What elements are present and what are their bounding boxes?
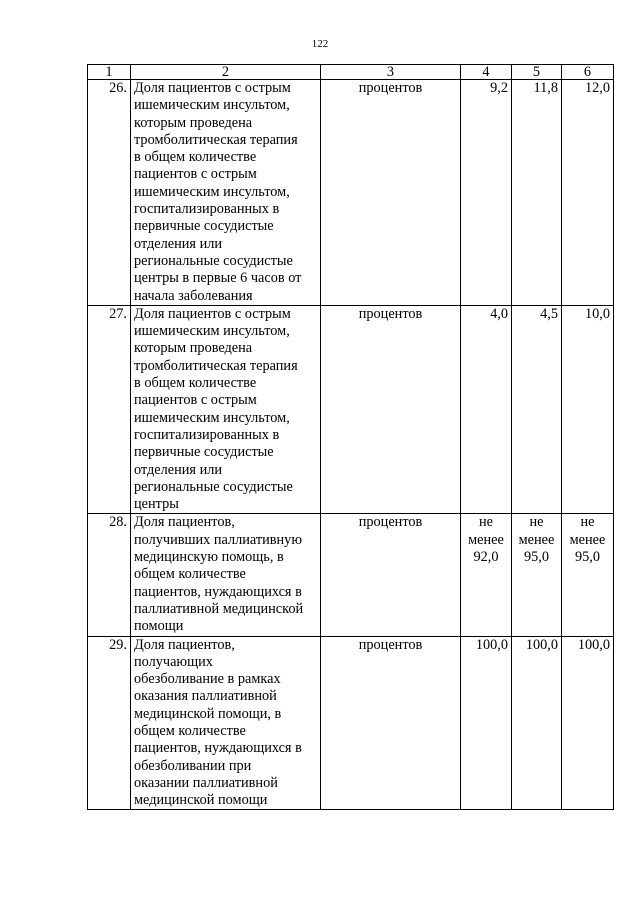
column-header: 6 [562,65,614,80]
table-row [88,305,614,514]
page-number: 122 [311,38,329,50]
indicator-description: Доля пациентов с острым ишемическим инсультом, которым проведена тромболитическая терапия в общем количестве пациентов с острым ишемическим инсультом, госпитализированных в первичные сосудистые отделения или региональные сосудистые центры [131,305,321,514]
unit-cell: процентов [321,305,461,514]
row-number: 28. [88,514,131,636]
value-col5: 11,8 [512,80,562,306]
unit-cell: процентов [321,80,461,306]
row-number: 27. [88,305,131,514]
value-col4: не менее 92,0 [461,514,512,636]
indicator-description: Доля пациентов с острым ишемическим инсультом, которым проведена тромболитическая терапия в общем количестве пациентов с острым ишемическим инсультом, госпитализированных в первичные сосудистые отделения или региональные сосудистые центры в первые 6 часов от начала заболевания [131,80,321,306]
column-number-row [88,65,614,80]
column-header: 5 [512,65,562,80]
value-col5: не менее 95,0 [512,514,562,636]
value-col6: 100,0 [562,636,614,810]
value-col6: 10,0 [562,305,614,514]
indicator-description: Доля пациентов, получивших паллиативную медицинскую помощь, в общем количестве пациентов, нуждающихся в паллиативной медицинской помощи [131,514,321,636]
table-row [88,514,614,636]
column-header: 1 [88,65,131,80]
row-number: 29. [88,636,131,810]
column-header: 3 [321,65,461,80]
value-col4: 9,2 [461,80,512,306]
unit-cell: процентов [321,636,461,810]
value-col5: 4,5 [512,305,562,514]
column-header: 2 [131,65,321,80]
indicator-description: Доля пациентов, получающих обезболивание в рамках оказания паллиативной медицинской помощи, в общем количестве пациентов, нуждающихся в обезболивании при оказании паллиативной медицинской помощи [131,636,321,810]
value-col4: 4,0 [461,305,512,514]
table-row [88,80,614,306]
value-col5: 100,0 [512,636,562,810]
value-col6: 12,0 [562,80,614,306]
value-col4: 100,0 [461,636,512,810]
table-row [88,636,614,810]
indicators-table [87,64,614,810]
unit-cell: процентов [321,514,461,636]
column-header: 4 [461,65,512,80]
value-col6: не менее 95,0 [562,514,614,636]
row-number: 26. [88,80,131,306]
